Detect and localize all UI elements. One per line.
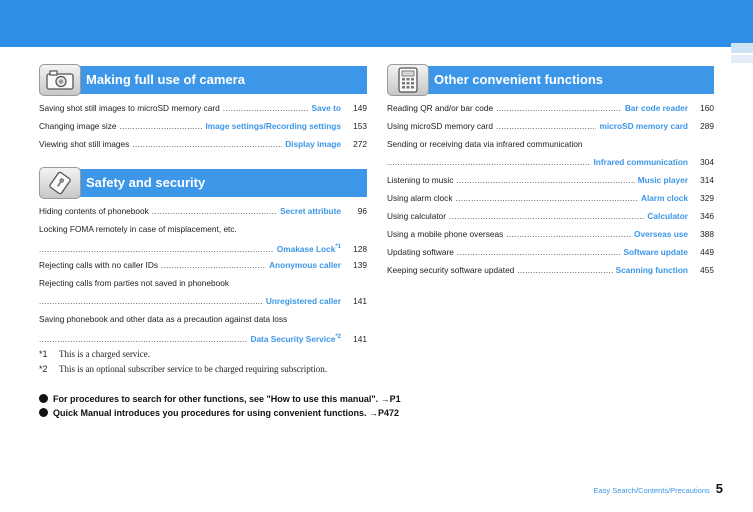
toc-entry[interactable]: Saving shot still images to microSD memory card ..... Save to 149 <box>39 99 367 117</box>
edge-index-tab <box>731 43 753 53</box>
camera-icon <box>39 64 81 96</box>
left-column <box>39 64 367 346</box>
footnote: *2 This is an optional subscriber service to be charged requiring subscription. <box>39 363 328 374</box>
section-header-camera <box>39 64 367 96</box>
toc-entry[interactable]: Locking FOMA remotely in case of misplacement, etc. ..... Omakase Lock$^{*1}$ 128 <box>39 220 367 256</box>
calculator-icon <box>387 64 429 96</box>
lock-key-icon <box>39 167 81 199</box>
toc-entry[interactable]: Keeping security software updated ..... Scanning function 455 <box>387 261 714 279</box>
toc-entry[interactable]: Sending or receiving data via infrared communication ..... Infrared communication 304 <box>387 135 714 171</box>
page-footer <box>593 481 723 496</box>
toc-entry[interactable]: Using a mobile phone overseas ..... Overseas use 388 <box>387 225 714 243</box>
toc-entry[interactable]: Viewing shot still images ..... Display image 272 <box>39 135 367 153</box>
toc-entry[interactable]: Reading QR and/or bar code ..... Bar code reader 160 <box>387 99 714 117</box>
section-title: Other convenient functions <box>434 72 604 87</box>
edge-index-tab-light <box>731 55 753 63</box>
toc-entry[interactable]: Updating software ..... Software update 449 <box>387 243 714 261</box>
toc-entry[interactable]: Using alarm clock ..... Alarm clock 329 <box>387 189 714 207</box>
toc-entry[interactable]: Saving phonebook and other data as a precaution against data loss ..... Data Security Service$^{*2}$ 141 <box>39 310 367 346</box>
page-number: 5 <box>715 481 723 496</box>
toc-entry[interactable]: Using microSD memory card ..... microSD memory card 289 <box>387 117 714 135</box>
toc-entry[interactable]: Rejecting calls from parties not saved in phonebook ..... Unregistered caller 141 <box>39 274 367 310</box>
bullet-dot-icon <box>39 394 48 403</box>
footer-section-label: Easy Search/Contents/Precautions <box>593 486 710 495</box>
footnote: *1 This is a charged service. <box>39 349 151 359</box>
toc-entry[interactable]: Changing image size ..... Image settings/Recording settings 153 <box>39 117 367 135</box>
section-title: Making full use of camera <box>86 72 245 87</box>
bullet-dot-icon <box>39 408 48 417</box>
toc-entry[interactable]: Hiding contents of phonebook ..... Secret attribute 96 <box>39 202 367 220</box>
toc-entry[interactable]: Listening to music ..... Music player 314 <box>387 171 714 189</box>
bullet-item[interactable]: Quick Manual introduces you procedures for using convenient functions. →P472 <box>39 406 401 420</box>
bullet-item[interactable]: For procedures to search for other functions, see "How to use this manual". →P1 <box>39 392 401 406</box>
footnotes <box>39 347 327 376</box>
section-title: Safety and security <box>86 175 206 190</box>
right-column <box>387 64 714 279</box>
section-header-safety <box>39 167 367 199</box>
toc-entry[interactable]: Using calculator ..... Calculator 346 <box>387 207 714 225</box>
top-color-band <box>0 0 753 47</box>
toc-entry[interactable]: Rejecting calls with no caller IDs ..... Anonymous caller 139 <box>39 256 367 274</box>
section-header-other <box>387 64 714 96</box>
bullet-notes <box>39 392 401 420</box>
